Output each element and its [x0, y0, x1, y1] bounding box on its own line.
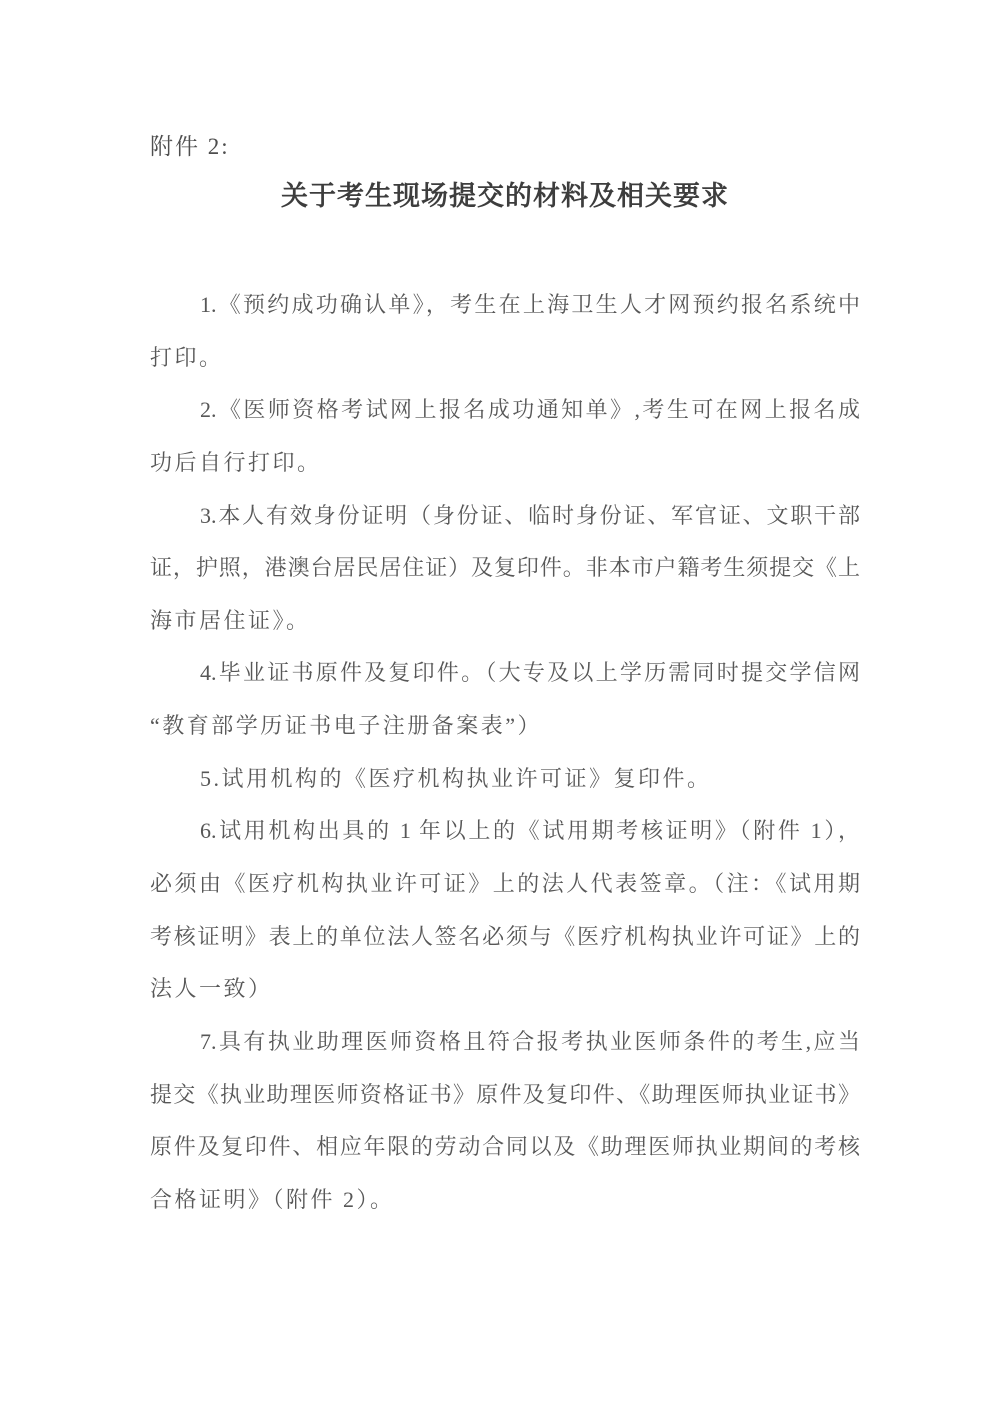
paragraph-line: “教育部学历证书电子注册备案表”）	[150, 713, 543, 739]
paragraph-line: 证，护照，港澳台居民居住证）及复印件。非本市户籍考生须提交《上	[150, 555, 860, 581]
paragraph-line: 4.毕业证书原件及复印件。（大专及以上学历需同时提交学信网	[200, 660, 860, 686]
paragraph-line: 6.试用机构出具的 1 年以上的《试用期考核证明》（附件 1），	[200, 818, 860, 844]
paragraph-line: 法人一致）	[150, 976, 273, 1002]
paragraph-line: 提交《执业助理医师资格证书》原件及复印件、《助理医师执业证书》	[150, 1081, 860, 1107]
paragraph-line: 海市居住证》。	[150, 607, 311, 633]
document-body	[150, 279, 860, 1227]
paragraph-line: 5.试用机构的《医疗机构执业许可证》复印件。	[200, 765, 712, 791]
paragraph-line: 合格证明》（附件 2）。	[150, 1186, 395, 1212]
paragraph-line: 2.《医师资格考试网上报名成功通知单》,考生可在网上报名成	[200, 397, 860, 423]
paragraph-line: 1.《预约成功确认单》，考生在上海卫生人才网预约报名系统中	[200, 292, 860, 317]
paragraph-line: 3.本人有效身份证明（身份证、临时身份证、军官证、文职干部	[200, 502, 860, 528]
paragraph-line: 功后自行打印。	[150, 449, 322, 475]
paragraph-line: 考核证明》表上的单位法人签名必须与《医疗机构执业许可证》上的	[150, 923, 860, 949]
paragraph-line: 原件及复印件、相应年限的劳动合同以及《助理医师执业期间的考核	[150, 1134, 860, 1160]
paragraph-line: 打印。	[150, 344, 224, 370]
attachment-label: 附件 2:	[150, 134, 230, 159]
paragraph-line: 7.具有执业助理医师资格且符合报考执业医师条件的考生,应当	[200, 1028, 860, 1054]
paragraph-line: 必须由《医疗机构执业许可证》上的法人代表签章。（注：《试用期	[150, 871, 860, 897]
document-title: 关于考生现场提交的材料及相关要求	[281, 181, 729, 211]
